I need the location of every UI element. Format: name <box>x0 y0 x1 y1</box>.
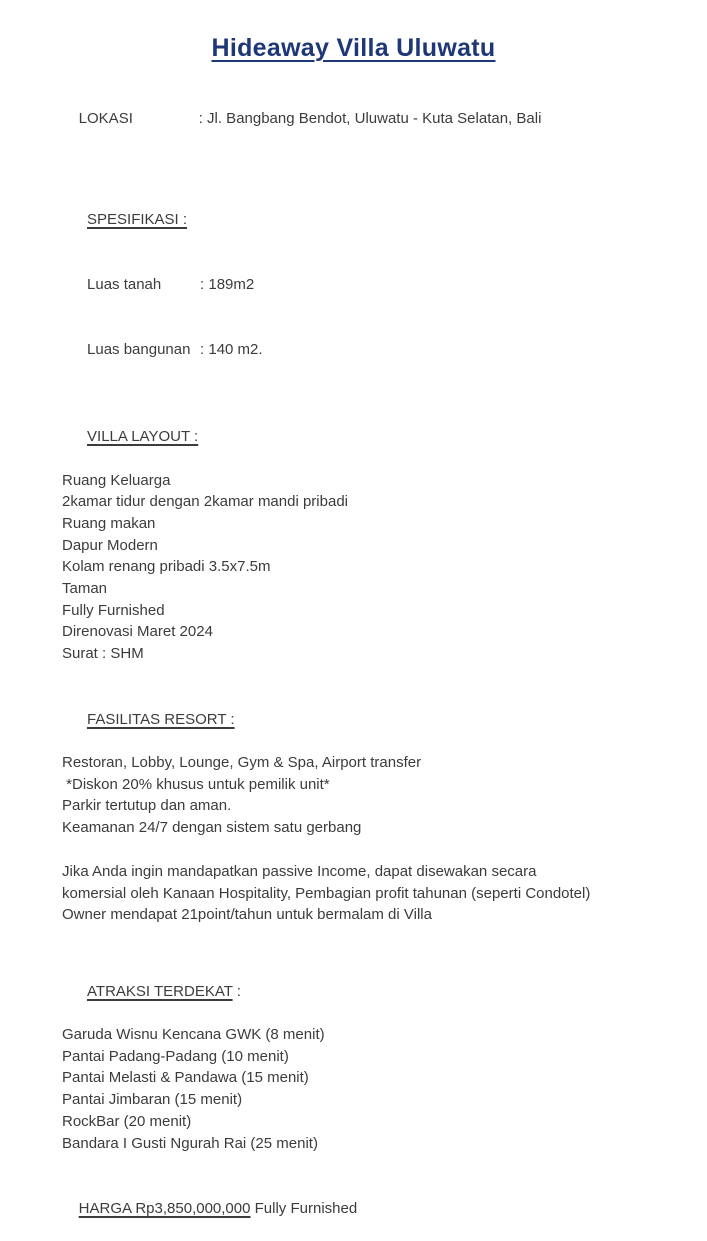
text-line: Direnovasi Maret 2024 <box>62 623 213 641</box>
text-line: Kolam renang pribadi 3.5x7.5m <box>62 558 271 576</box>
text-line: Bandara I Gusti Ngurah Rai (25 menit) <box>62 1134 318 1152</box>
spec-colon: : <box>200 275 209 293</box>
text-line: Parkir tertutup dan aman. <box>62 797 232 815</box>
page-title-text: Hideaway Villa Uluwatu <box>211 34 496 62</box>
location-label: LOKASI <box>78 109 133 127</box>
text-line: Pantai Jimbaran (15 menit) <box>62 1091 243 1109</box>
paragraph-passive-income <box>62 861 667 926</box>
text-line: Surat : SHM <box>62 645 144 663</box>
text-line: Ruang Keluarga <box>62 471 171 489</box>
text-line: Owner mendapat 21point/tahun untuk bermalam di Villa <box>62 906 432 924</box>
text-line: 2kamar tidur dengan 2kamar mandi pribadi <box>62 493 348 511</box>
text-line: Jika Anda ingin mandapatkan passive Income, dapat disewakan secara <box>62 862 537 880</box>
spec-value: 140 m2. <box>208 341 263 359</box>
section-heading-fasilitas-resort: FASILITAS RESORT : <box>87 710 235 728</box>
text-line: Taman <box>62 580 108 598</box>
section-spesifikasi <box>62 187 667 382</box>
location-colon: : <box>198 109 208 127</box>
spec-label: Luas bangunan <box>87 341 191 359</box>
section-heading-villa-layout: VILLA LAYOUT : <box>87 428 199 446</box>
text-line: Dapur Modern <box>62 536 158 554</box>
price-suffix: Fully Furnished <box>250 1199 358 1217</box>
text-line: Pantai Padang-Padang (10 menit) <box>62 1047 289 1065</box>
section-atraksi-terdekat <box>62 959 667 1154</box>
section-heading-atraksi-terdekat: ATRAKSI TERDEKAT : <box>87 982 241 1000</box>
text-line: Ruang makan <box>62 514 156 532</box>
page-title <box>40 34 667 62</box>
text-line: Pantai Melasti & Pandawa (15 menit) <box>62 1069 309 1087</box>
section-fasilitas-resort <box>62 687 667 839</box>
heading-colon: : <box>232 982 241 1000</box>
text-line: *Diskon 20% khusus untuk pemilik unit* <box>62 775 330 793</box>
spec-label: Luas tanah <box>87 275 162 293</box>
section-villa-layout <box>62 404 667 664</box>
text-line: Keamanan 24/7 dengan sistem satu gerbang <box>62 819 362 837</box>
location-row <box>62 86 667 151</box>
spec-row-luas-bangunan <box>62 317 667 382</box>
text-line: Garuda Wisnu Kencana GWK (8 menit) <box>62 1026 325 1044</box>
text-line: Restoran, Lobby, Lounge, Gym & Spa, Airport transfer <box>62 753 422 771</box>
text-line: Fully Furnished <box>62 601 165 619</box>
spec-value: 189m2 <box>208 275 255 293</box>
text-line: RockBar (20 menit) <box>62 1112 192 1130</box>
location-value: Jl. Bangbang Bendot, Uluwatu - Kuta Selatan, Bali <box>207 109 542 127</box>
price-line <box>62 1176 667 1241</box>
spec-colon: : <box>200 341 209 359</box>
spec-row-luas-tanah <box>62 252 667 317</box>
price-underlined: HARGA Rp3,850,000,000 <box>78 1199 251 1217</box>
section-heading-spesifikasi: SPESIFIKASI : <box>87 210 188 228</box>
text-line: komersial oleh Kanaan Hospitality, Pembagian profit tahunan (seperti Condotel) <box>62 884 591 902</box>
